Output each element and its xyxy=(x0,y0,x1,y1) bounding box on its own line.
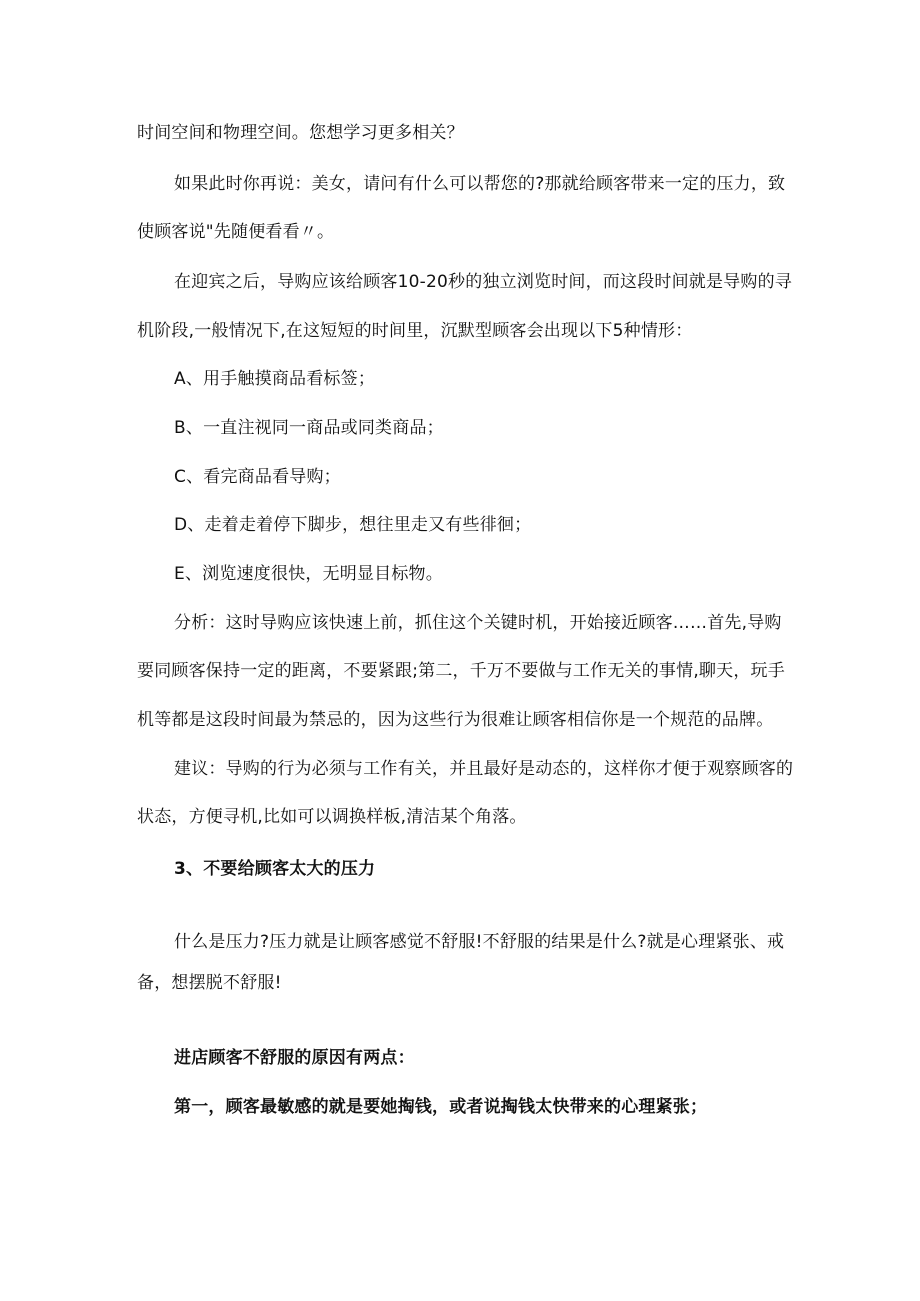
paragraph-line: 分析：这时导购应该快速上前，抓住这个关键时机，开始接近顾客……首先,导购 xyxy=(174,613,782,633)
paragraph-line: 在迎宾之后，导购应该给顾客10-20秒的独立浏览时间，而这段时间就是导购的寻 xyxy=(174,272,792,292)
paragraph-line: 机等都是这段时间最为禁忌的，因为这些行为很难让顾客相信你是一个规范的品牌。 xyxy=(137,710,774,730)
paragraph-line: 状态，方便寻机,比如可以调换样板,清洁某个角落。 xyxy=(137,807,527,827)
paragraph-line: 使顾客说"先随便看看〃。 xyxy=(137,222,335,242)
list-item: B、一直注视同一商品或同类商品； xyxy=(174,418,444,438)
paragraph-line: 备，想摆脱不舒服! xyxy=(137,973,282,993)
paragraph-line: 要同顾客保持一定的距离，不要紧跟;第二，千万不要做与工作无关的事情,聊天，玩手 xyxy=(137,661,785,681)
paragraph-line: 如果此时你再说：美女，请问有什么可以帮您的?那就给顾客带来一定的压力，致 xyxy=(174,174,786,194)
list-item: E、浏览速度很快，无明显目标物。 xyxy=(174,564,443,584)
bold-paragraph: 第一，顾客最敏感的就是要她掏钱，或者说掏钱太快带来的心理紧张； xyxy=(174,1097,708,1117)
list-item: D、走着走着停下脚步，想往里走又有些徘徊； xyxy=(174,515,532,535)
paragraph-line: 时间空间和物理空间。您想学习更多相关？ xyxy=(137,123,464,143)
paragraph-line: 机阶段,一般情况下,在这短短的时间里，沉默型顾客会出现以下5种情形： xyxy=(137,321,693,341)
bold-paragraph: 进店顾客不舒服的原因有两点： xyxy=(174,1048,415,1068)
section-heading: 3、不要给顾客太大的压力 xyxy=(174,859,376,879)
paragraph-line: 什么是压力?压力就是让顾客感觉不舒服!不舒服的结果是什么?就是心理紧张、戒 xyxy=(174,932,785,952)
list-item: A、用手触摸商品看标签； xyxy=(174,369,376,389)
list-item: C、看完商品看导购； xyxy=(174,467,341,487)
paragraph-line: 建议：导购的行为必须与工作有关，并且最好是动态的，这样你才便于观察顾客的 xyxy=(174,759,794,779)
